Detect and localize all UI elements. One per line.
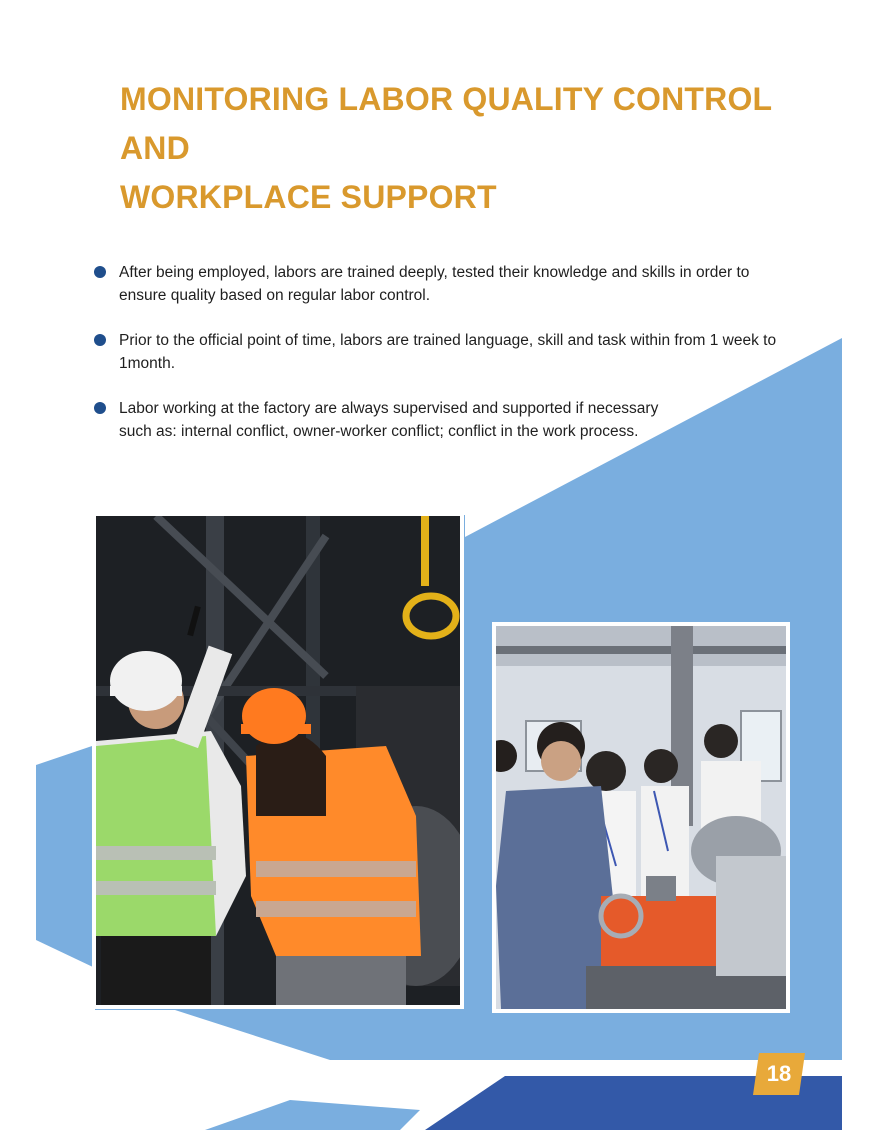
- bullet-text: Labor working at the factory are always supervised and supported if necessary such as: internal conflict, owner-worker conflict; conflict in the work process.: [119, 400, 659, 440]
- bullet-list: [90, 261, 780, 465]
- title-line-2: AND: [120, 130, 190, 166]
- photo-workshop-training: [492, 622, 790, 1013]
- lathe-training-photo: [496, 626, 786, 1009]
- bullet-item: [90, 261, 780, 307]
- title-line-3: WORKPLACE SUPPORT: [120, 179, 497, 215]
- left-blue-wedge: [36, 745, 95, 968]
- bullet-item: [90, 329, 780, 375]
- bullet-item: [90, 397, 679, 443]
- page-title: [120, 75, 840, 222]
- photo-safety-workers: [92, 512, 464, 1009]
- page-number-badge: [753, 1053, 805, 1095]
- bullet-dot-icon: [94, 266, 106, 278]
- title-line-1: MONITORING LABOR QUALITY CONTROL: [120, 81, 773, 117]
- bullet-text: Prior to the official point of time, labors are trained language, skill and task within from 1 week to 1month.: [119, 332, 777, 372]
- page-number: 18: [766, 1061, 792, 1086]
- bullet-text: After being employed, labors are trained deeply, tested their knowledge and skills in order to ensure quality based on regular labor control.: [119, 264, 750, 304]
- bullet-dot-icon: [94, 334, 106, 346]
- hard-hat-workers-photo: [96, 516, 460, 1005]
- bullet-dot-icon: [94, 402, 106, 414]
